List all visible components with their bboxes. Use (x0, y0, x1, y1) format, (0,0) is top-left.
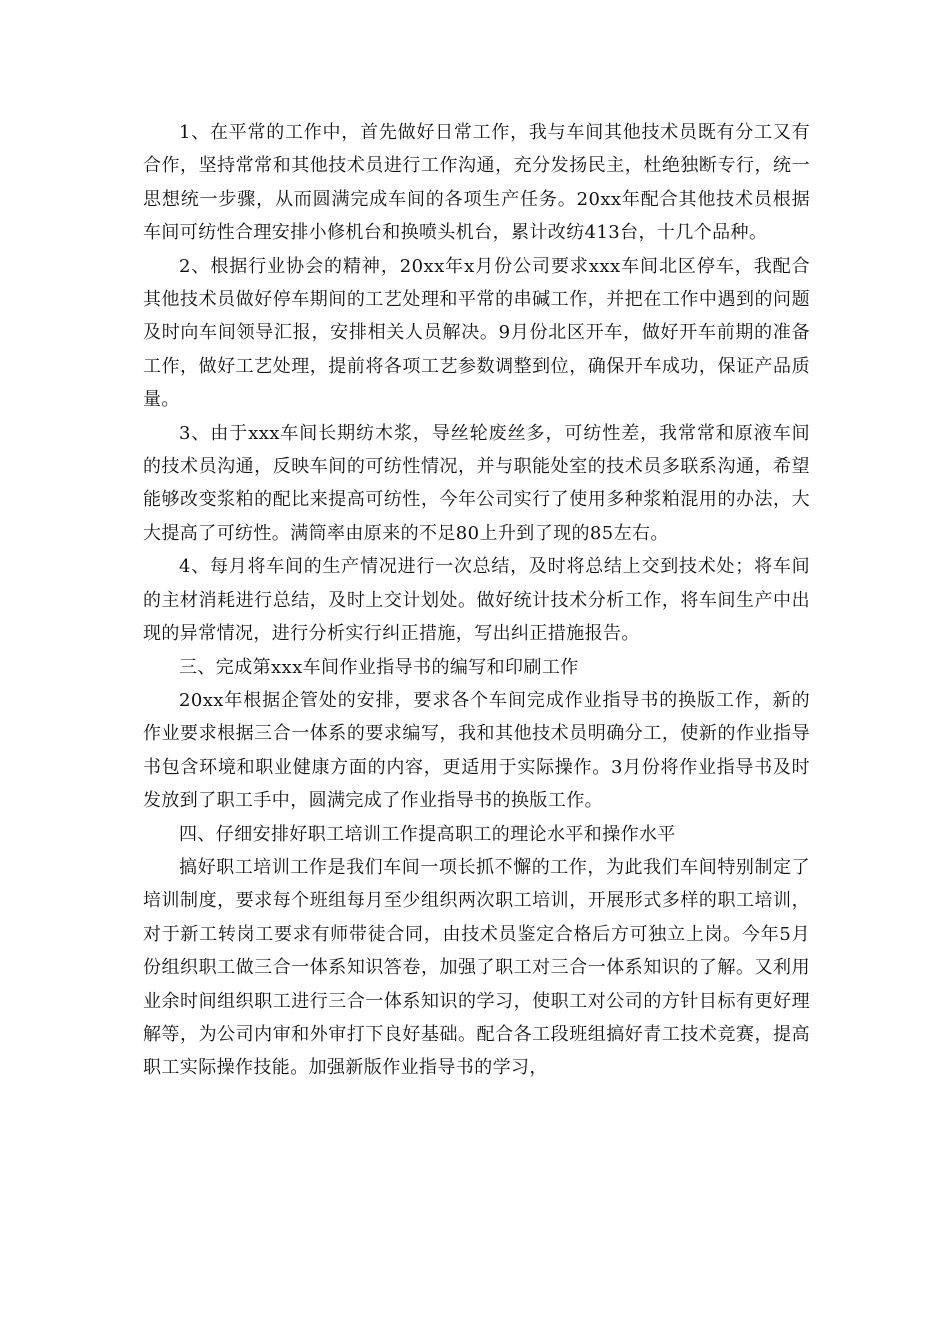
paragraph-1: 1、在平常的工作中，首先做好日常工作，我与车间其他技术员既有分工又有合作，坚持常常和其他技术员进行工作沟通，充分发扬民主，杜绝独断专行，统一思想统一步骤，从而圆满完成车间的各项生产任务。20xx年配合其他技术员根据车间可纺性合理安排小修机台和换喷头机台，累计改纺413台，十几个品种。 (143, 122, 810, 244)
paragraph-3: 3、由于xxx车间长期纺木浆，导丝轮废丝多，可纺性差，我常常和原液车间的技术员沟通，反映车间的可纺性情况，并与职能处室的技术员多联系沟通，希望能够改变浆粕的配比来提高可纺性，今年公司实行了使用多种浆粕混用的办法，大大提高了可纺性。满筒率由原来的不足80上升到了现的85左右。 (143, 422, 810, 544)
paragraph-5: 20xx年根据企管处的安排，要求各个车间完成作业指导书的换版工作，新的作业要求根据三合一体系的要求编写，我和其他技术员明确分工，使新的作业指导书包含环境和职业健康方面的内容，更适用于实际操作。3月份将作业指导书及时发放到了职工手中，圆满完成了作业指导书的换版工作。 (143, 689, 810, 812)
paragraph-4: 4、每月将车间的生产情况进行一次总结，及时将总结上交到技术处；将车间的主材消耗进行总结，及时上交计划处。做好统计技术分析工作，将车间生产中出现的异常情况，进行分析实行纠正措施，写出纠正措施报告。 (143, 556, 810, 645)
paragraph-6: 搞好职工培训工作是我们车间一项长抓不懈的工作，为此我们车间特别制定了培训制度，要求每个班组每月至少组织两次职工培训，开展形式多样的职工培训，对于新工转岗工要求有师带徒合同，由技术员鉴定合格后方可独立上岗。今年5月份组织职工做三合一体系知识答卷，加强了职工对三合一体系知识的了解。又利用业余时间组织职工进行三合一体系知识的学习，使职工对公司的方针目标有更好理解等，为公司内审和外审打下良好基础。配合各工段班组搞好青工技术竞赛，提高职工实际操作技能。加强新版作业指导书的学习， (143, 856, 810, 1079)
paragraph-2: 2、根据行业协会的精神，20xx年x月份公司要求xxx车间北区停车，我配合其他技术员做好停车期间的工艺处理和平常的串碱工作，并把在工作中遇到的问题及时向车间领导汇报，安排相关人员解决。9月份北区开车，做好开车前期的准备工作，做好工艺处理，提前将各项工艺参数调整到位，确保开车成功，保证产品质量。 (143, 255, 810, 411)
document-body (143, 116, 810, 1085)
section-heading-3: 三、完成第xxx车间作业指导书的编写和印刷工作 (179, 656, 579, 678)
section-heading-4: 四、仔细安排好职工培训工作提高职工的理论水平和操作水平 (179, 823, 676, 845)
